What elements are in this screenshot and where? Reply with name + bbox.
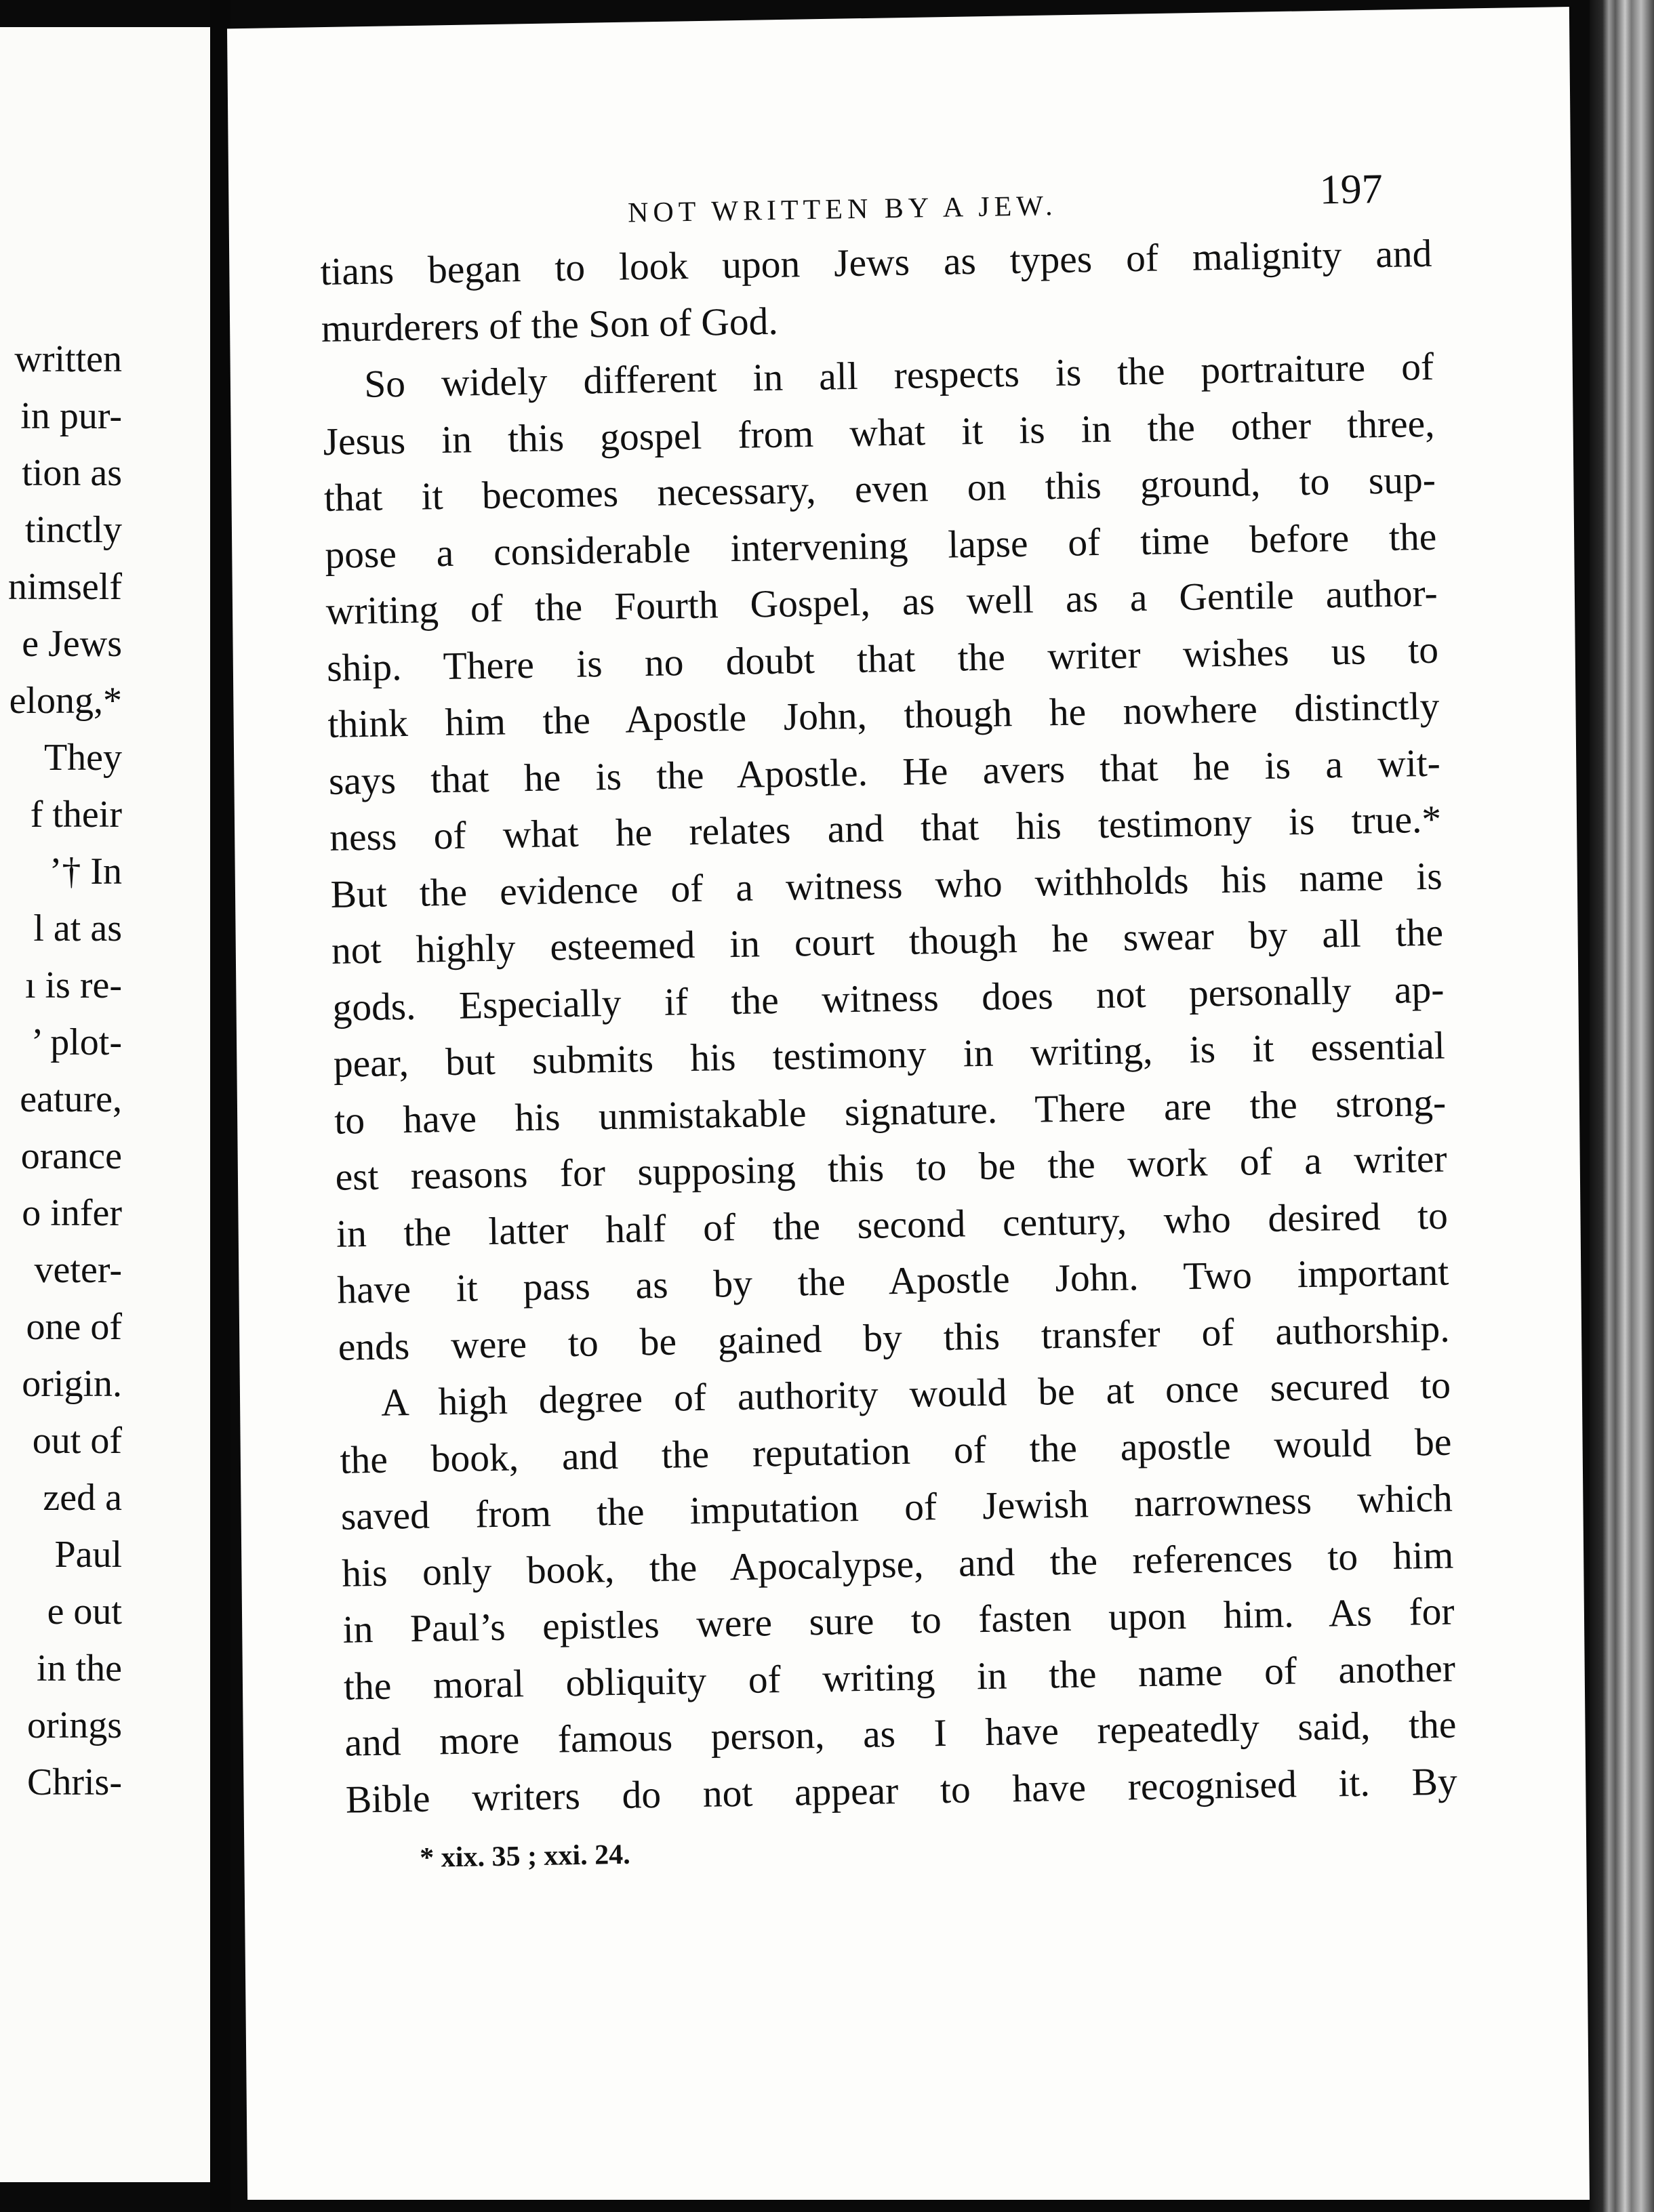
- left-line: out of: [32, 1420, 122, 1462]
- left-line: o infer: [22, 1192, 122, 1234]
- left-line: They: [43, 737, 122, 779]
- left-line: e out: [47, 1591, 122, 1633]
- left-line: Paul: [54, 1534, 122, 1576]
- text-line: the book, and the reputation of the apostle would be: [340, 1420, 1452, 1482]
- text-line: est reasons for supposing this to be the work of a writer: [335, 1137, 1447, 1199]
- text-line: A high degree of authority would be at once secured to: [380, 1364, 1451, 1425]
- left-line: in pur-: [20, 395, 122, 437]
- left-line: ’ plot-: [31, 1021, 122, 1063]
- text-line: and more famous person, as I have repeatedly said, the: [344, 1703, 1457, 1765]
- text-line: pear, but submits his testimony in writing, is it essential: [333, 1024, 1446, 1086]
- left-line: orance: [20, 1135, 122, 1177]
- left-line: orings: [27, 1704, 122, 1746]
- left-line: e Jews: [22, 623, 122, 665]
- left-line: ’† In: [49, 851, 122, 893]
- text-line: tians began to look upon Jews as types of malignity and: [319, 232, 1432, 293]
- text-line: that it becomes necessary, even on this ground, to sup-: [323, 458, 1436, 520]
- text-line: writing of the Fourth Gospel, as well as a Gentile author-: [325, 571, 1438, 633]
- text-line: the moral obliquity of writing in the name of another: [343, 1647, 1456, 1708]
- page-edge: [1590, 0, 1654, 2212]
- left-line: Chris-: [27, 1761, 122, 1803]
- text-line: But the evidence of a witness who withholds his name is: [330, 855, 1443, 916]
- left-page-text: [0, 331, 122, 1811]
- left-line: in the: [37, 1647, 122, 1689]
- text-line: pose a considerable intervening lapse of time before the: [324, 515, 1437, 577]
- left-line: eature,: [20, 1078, 122, 1120]
- text-line: says that he is the Apostle. He avers that he is a wit-: [328, 741, 1441, 803]
- left-line: one of: [26, 1306, 122, 1348]
- text-line: Jesus in this gospel from what it is in the other three,: [323, 402, 1435, 464]
- text-line: ship. There is no doubt that the writer wishes us to: [326, 628, 1439, 690]
- text-line: in Paul’s epistles were sure to fasten upon him. As for: [342, 1590, 1455, 1652]
- text-line: gods. Especially if the witness does not personally ap-: [331, 968, 1445, 1029]
- left-line: veter-: [34, 1249, 122, 1291]
- left-line: written: [14, 338, 122, 380]
- text-line: So widely different in all respects is the portraiture of: [363, 345, 1434, 406]
- left-page: [0, 27, 214, 2182]
- left-line: tion as: [22, 452, 122, 494]
- left-line: elong,*: [9, 680, 122, 722]
- text-line: in the latter half of the second century, who desired to: [336, 1194, 1449, 1256]
- left-line: origin.: [22, 1363, 122, 1405]
- running-head: NOT WRITTEN BY A JEW.: [627, 190, 1057, 229]
- page-content: [319, 151, 1459, 1876]
- text-line: think him the Apostle John, though he nowhere distinctly: [327, 684, 1440, 746]
- text-line: ends were to be gained by this transfer of authorship.: [338, 1307, 1451, 1369]
- text-line: have it pass as by the Apostle John. Two important: [336, 1250, 1449, 1312]
- page-number: 197: [1319, 165, 1384, 213]
- text-line: saved from the imputation of Jewish narrowness which: [340, 1477, 1453, 1538]
- footnote: * xix. 35 ; xxi. 24.: [419, 1839, 631, 1874]
- left-line: f their: [30, 794, 122, 836]
- text-line: not highly esteemed in court though he swear by all the: [331, 911, 1444, 972]
- text-line: murderers of the Son of God.: [321, 300, 779, 350]
- book-gutter: [210, 0, 230, 2212]
- left-line: tinctly: [24, 509, 122, 551]
- text-line: Bible writers do not appear to have recognised it. By: [345, 1759, 1458, 1822]
- left-line: zed a: [43, 1477, 122, 1519]
- left-line: nimself: [8, 566, 122, 608]
- left-line: ı is re-: [24, 964, 122, 1006]
- left-line: l at as: [33, 907, 122, 949]
- text-line: his only book, the Apocalypse, and the references to him: [341, 1534, 1454, 1595]
- body-text: [320, 226, 1458, 1828]
- text-line: ness of what he relates and that his testimony is true.*: [329, 798, 1442, 859]
- text-line: to have his unmistakable signature. There are the strong-: [334, 1081, 1447, 1143]
